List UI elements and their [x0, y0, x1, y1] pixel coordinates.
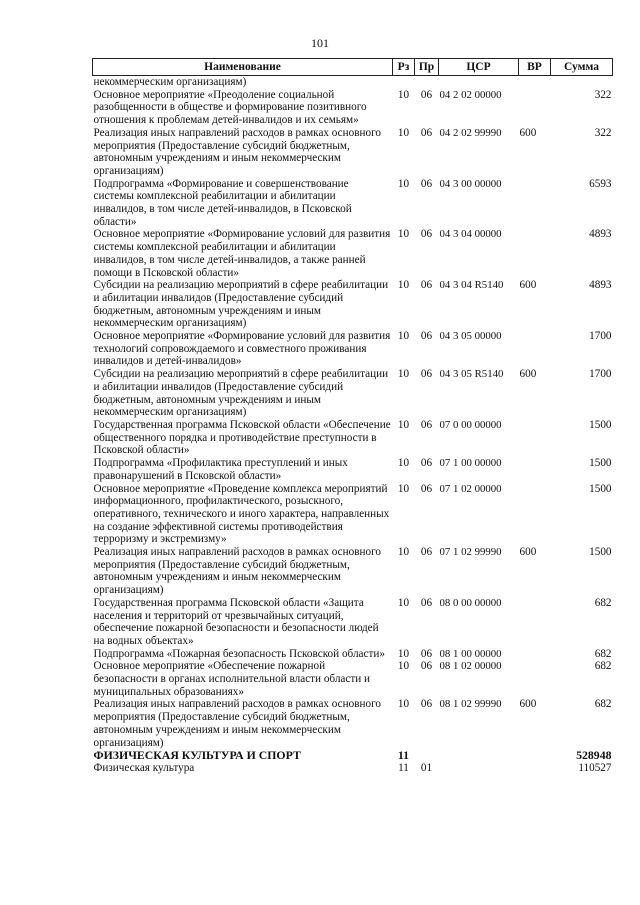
cell-rz: 10: [397, 418, 410, 431]
table-row: [93, 368, 613, 419]
cell-pr: 06: [420, 279, 433, 292]
table-row: [93, 419, 613, 457]
table-row: [93, 127, 613, 178]
cell-csr: 08 1 00 00000: [439, 647, 502, 660]
cell-pr: 06: [420, 698, 433, 711]
cell-rz: 10: [397, 228, 410, 241]
table-body: [93, 76, 613, 775]
cell-pr: 06: [420, 177, 433, 190]
table-row: [93, 597, 613, 648]
cell-csr: 04 3 05 00000: [439, 330, 502, 343]
cell-name: Государственная программа Псковской области «Обеспечение общественного порядка и противодействие преступности в Псковской области»: [93, 418, 391, 457]
cell-name: Субсидии на реализацию мероприятий в сфере реабилитации и абилитации инвалидов (Предоставление субсидий бюджетным, автономным учреждениям и иным некоммерческим организациям): [93, 368, 389, 419]
cell-csr: 04 2 02 99990: [439, 126, 502, 139]
cell-sum: 1700: [589, 368, 612, 381]
table-row: [93, 698, 613, 749]
cell-name: Основное мероприятие «Проведение комплекса мероприятий информационного, профилактического, розыскного, оперативного, технического и иного характера, направленных на создание эффективной системы противодействия терроризму и экстремизму»: [93, 482, 390, 546]
table-row: [93, 330, 613, 368]
cell-name: Основное мероприятие «Преодоление социальной разобщенности в обществе и формирование позитивного отношения к проблемам детей-инвалидов и их семьям»: [93, 88, 367, 127]
cell-pr: 06: [420, 546, 433, 559]
table-row: [93, 457, 613, 482]
cell-vr: 600: [519, 126, 537, 139]
cell-rz: 10: [397, 482, 410, 495]
cell-csr: [439, 76, 519, 89]
table-header-row: [93, 59, 613, 76]
cell-rz: 10: [397, 126, 410, 139]
cell-csr: 08 1 02 00000: [439, 660, 502, 673]
header-rz: Рз: [393, 59, 415, 76]
cell-csr: 04 3 04 R5140: [439, 279, 504, 292]
cell-vr: 600: [519, 279, 537, 292]
cell-sum: 528948: [576, 748, 612, 763]
cell-csr: 07 1 02 99990: [439, 546, 502, 559]
cell-vr: 600: [519, 546, 537, 559]
cell-sum: 4893: [589, 279, 612, 292]
cell-sum: 682: [594, 647, 612, 660]
cell-sum: 1500: [589, 457, 612, 470]
cell-name: Подпрограмма «Пожарная безопасность Псковской области»: [93, 647, 385, 660]
table-row: [93, 76, 613, 89]
header-vr: ВР: [519, 59, 551, 76]
table-row: [93, 749, 613, 762]
cell-name: Государственная программа Псковской области «Защита населения и территорий от чрезвычайных ситуаций, обеспечение пожарной безопасности и безопасности людей на водных объектах»: [93, 596, 379, 647]
cell-pr: 06: [420, 330, 433, 343]
cell-csr: 07 1 02 00000: [439, 482, 502, 495]
cell-pr: 06: [420, 660, 433, 673]
table-row: [93, 228, 613, 279]
cell-pr: 01: [420, 761, 433, 774]
cell-sum: 322: [594, 88, 612, 101]
cell-csr: [439, 749, 519, 762]
page-number: 101: [311, 36, 329, 50]
cell-sum: [551, 76, 613, 89]
cell-pr: 06: [420, 368, 433, 381]
table-row: [93, 483, 613, 547]
cell-rz: [393, 76, 415, 89]
header-csr: ЦСР: [439, 59, 519, 76]
cell-name: Подпрограмма «Профилактика преступлений и иных правонарушений в Псковской области»: [93, 457, 348, 482]
cell-pr: 06: [420, 596, 433, 609]
cell-sum: 110527: [578, 761, 612, 774]
cell-pr: 06: [420, 647, 433, 660]
cell-rz: 10: [397, 279, 410, 292]
cell-sum: 322: [594, 126, 612, 139]
cell-rz: 10: [397, 596, 410, 609]
cell-pr: 06: [420, 228, 433, 241]
cell-sum: 4893: [589, 228, 612, 241]
cell-pr: [415, 76, 439, 89]
cell-name: Реализация иных направлений расходов в рамках основного мероприятия (Предоставление субсидий бюджетным, автономным учреждениям и иным некоммерческим организациям): [93, 546, 381, 597]
table-row: [93, 762, 613, 775]
cell-sum: 6593: [589, 177, 612, 190]
cell-vr: [519, 483, 551, 547]
table-row: [93, 546, 613, 597]
cell-pr: 06: [420, 418, 433, 431]
cell-vr: [519, 89, 551, 127]
cell-pr: 06: [420, 88, 433, 101]
cell-rz: 10: [397, 698, 410, 711]
cell-vr: [519, 762, 551, 775]
cell-rz: 10: [397, 660, 410, 673]
cell-csr: 08 1 02 99990: [439, 698, 502, 711]
cell-name: Субсидии на реализацию мероприятий в сфере реабилитации и абилитации инвалидов (Предоставление субсидий бюджетным, автономным учреждениям и иным некоммерческим организациям): [93, 279, 389, 330]
cell-rz: 11: [398, 761, 409, 774]
cell-name: Подпрограмма «Формирование и совершенствование системы комплексной реабилитации и абилитации инвалидов, в том числе детей-инвалидов, в Псковской области»: [93, 177, 352, 228]
cell-vr: 600: [519, 368, 537, 381]
cell-sum: 1700: [589, 330, 612, 343]
cell-rz: 10: [397, 177, 410, 190]
cell-csr: 04 3 05 R5140: [439, 368, 504, 381]
cell-csr: 04 3 04 00000: [439, 228, 502, 241]
cell-sum: 1500: [589, 418, 612, 431]
header-name: Наименование: [93, 59, 393, 76]
cell-pr: [415, 749, 439, 762]
cell-sum: 1500: [589, 482, 612, 495]
cell-vr: [519, 597, 551, 648]
cell-sum: 1500: [589, 546, 612, 559]
cell-name: ФИЗИЧЕСКАЯ КУЛЬТУРА И СПОРТ: [93, 748, 301, 763]
cell-vr: 600: [519, 698, 537, 711]
cell-name: Реализация иных направлений расходов в рамках основного мероприятия (Предоставление субсидий бюджетным, автономным учреждениям и иным некоммерческим организациям): [93, 126, 381, 177]
cell-vr: [519, 749, 551, 762]
cell-pr: 06: [420, 482, 433, 495]
cell-name: Реализация иных направлений расходов в рамках основного мероприятия (Предоставление субсидий бюджетным, автономным учреждениям и иным некоммерческим организациям): [93, 698, 381, 749]
cell-name: Основное мероприятие «Формирование условий для развития системы комплексной реабилитации и абилитации инвалидов, в том числе детей-инвалидов, а также ранней помощи в Псковской области»: [93, 228, 391, 279]
cell-vr: [519, 228, 551, 279]
cell-csr: 04 2 02 00000: [439, 88, 502, 101]
cell-rz: 10: [397, 647, 410, 660]
table-row: [93, 279, 613, 330]
budget-table: [92, 58, 613, 775]
header-sum: Сумма: [551, 59, 613, 76]
cell-rz: 10: [397, 457, 410, 470]
cell-vr: [519, 457, 551, 482]
cell-pr: 06: [420, 457, 433, 470]
cell-pr: 06: [420, 126, 433, 139]
cell-sum: 682: [594, 660, 612, 673]
cell-name: Основное мероприятие «Обеспечение пожарной безопасности в органах исполнительной власти области и муниципальных образованиях»: [93, 660, 371, 698]
cell-rz: 10: [397, 88, 410, 101]
table-row: [93, 648, 613, 661]
cell-sum: 682: [594, 698, 612, 711]
table-row: [93, 178, 613, 229]
cell-csr: 08 0 00 00000: [439, 596, 502, 609]
cell-rz: 10: [397, 368, 410, 381]
cell-name: Основное мероприятие «Формирование условий для развития технологий сопровождаемого и совместного проживания инвалидов и детей-инвалидов»: [93, 330, 391, 368]
cell-csr: 04 3 00 00000: [439, 177, 502, 190]
cell-name: некоммерческим организациям): [93, 76, 247, 88]
cell-vr: [519, 76, 551, 89]
cell-vr: [519, 648, 551, 661]
cell-vr: [519, 330, 551, 368]
table-row: [93, 89, 613, 127]
cell-sum: 682: [594, 596, 612, 609]
cell-rz: 10: [397, 546, 410, 559]
cell-csr: 07 1 00 00000: [439, 457, 502, 470]
cell-vr: [519, 419, 551, 457]
cell-csr: 07 0 00 00000: [439, 418, 502, 431]
cell-rz: 10: [397, 330, 410, 343]
table-row: [93, 660, 613, 698]
cell-rz: 11: [397, 748, 410, 763]
cell-vr: [519, 178, 551, 229]
header-pr: Пр: [415, 59, 439, 76]
cell-vr: [519, 660, 551, 698]
cell-csr: [439, 762, 519, 775]
cell-name: Физическая культура: [93, 761, 195, 774]
